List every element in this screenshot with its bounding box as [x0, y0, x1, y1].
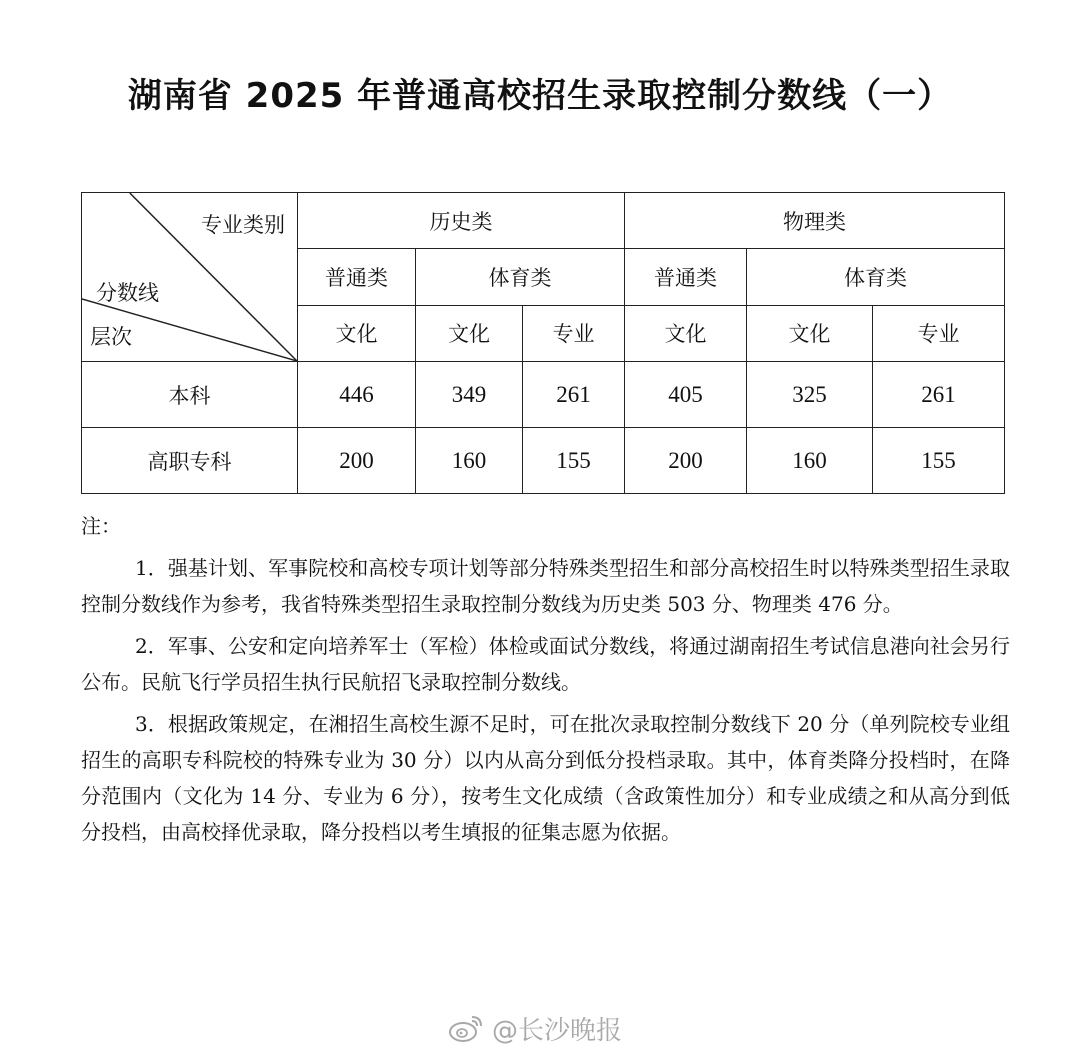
subgroup-physics-sports: 体育类: [747, 249, 1005, 305]
subgroup-history-general: 普通类: [298, 249, 416, 305]
subject-header: 文化: [298, 305, 416, 361]
score-cell: 446: [298, 362, 416, 428]
corner-label-score-line: 分数线: [96, 281, 159, 305]
score-cell: 349: [416, 362, 523, 428]
subgroup-history-sports: 体育类: [416, 249, 625, 305]
score-cell: 325: [747, 362, 873, 428]
score-cell: 200: [298, 428, 416, 494]
notes-section: [81, 508, 1010, 850]
subgroup-physics-general: 普通类: [625, 249, 747, 305]
notes-heading: 注：: [81, 514, 121, 538]
score-cell: 261: [523, 362, 625, 428]
weibo-icon: [448, 1013, 484, 1043]
note-item: 3．根据政策规定，在湘招生高校生源不足时，可在批次录取控制分数线下 20 分（单列院校专业组招生的高职专科院校的特殊专业为 30 分）以内从高分到低分投档录取。其中，体育类降分投档时，在降分范围内（文化为 14 分、专业为 6 分），按考生文化成绩（含政策性加分）和专业成绩之和从高分到低分投档，由高校择优录取，降分投档以考生填报的征集志愿为依据。: [81, 712, 1010, 844]
score-cell: 155: [523, 428, 625, 494]
page-title: 湖南省 2025 年普通高校招生录取控制分数线（一）: [127, 76, 953, 116]
row-level-label: 本科: [82, 362, 298, 428]
score-cell: 160: [747, 428, 873, 494]
table-row: [82, 428, 1005, 494]
subject-header: 文化: [747, 305, 873, 361]
note-item: 1．强基计划、军事院校和高校专项计划等部分特殊类型招生和部分高校招生时以特殊类型招生录取控制分数线作为参考，我省特殊类型招生录取控制分数线为历史类 503 分、物理类 476 分。: [81, 556, 1010, 616]
subject-header: 专业: [873, 305, 1005, 361]
note-item: 2．军事、公安和定向培养军士（军检）体检或面试分数线，将通过湖南招生考试信息港向社会另行公布。民航飞行学员招生执行民航招飞录取控制分数线。: [81, 634, 1010, 694]
score-cell: 405: [625, 362, 747, 428]
score-cell: 261: [873, 362, 1005, 428]
group-header-history: 历史类: [298, 193, 625, 249]
corner-label-level: 层次: [90, 325, 132, 349]
subject-header: 文化: [625, 305, 747, 361]
table-row: [82, 362, 1005, 428]
group-header-physics: 物理类: [625, 193, 1005, 249]
watermark-text: @长沙晚报: [492, 1015, 623, 1046]
corner-label-category: 专业类别: [201, 213, 285, 237]
score-table: [81, 192, 1005, 494]
score-cell: 160: [416, 428, 523, 494]
corner-header-cell: [82, 193, 298, 362]
subject-header: 文化: [416, 305, 523, 361]
score-cell: 200: [625, 428, 747, 494]
subject-header: 专业: [523, 305, 625, 361]
watermark: [448, 1008, 622, 1048]
row-level-label: 高职专科: [82, 428, 298, 494]
score-cell: 155: [873, 428, 1005, 494]
